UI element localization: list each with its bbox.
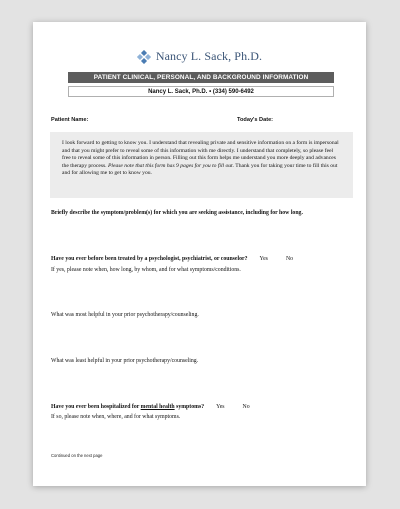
question-symptoms: Briefly describe the symptom/problem(s) for which you are seeking assistance, including for how long. <box>51 210 303 216</box>
todays-date-label: Today's Date: <box>237 117 274 123</box>
question-least-helpful: What was least helpful in your prior psychotherapy/counseling. <box>51 358 199 364</box>
question-hospitalized-text: Have you ever been hospitalized for <box>51 404 141 410</box>
intro-box <box>50 132 353 198</box>
hospitalized-no-option[interactable]: No <box>242 404 250 410</box>
prior-treatment-yes-option[interactable]: Yes <box>259 256 268 262</box>
question-prior-treatment <box>51 256 350 263</box>
prior-treatment-followup: If yes, please note when, how long, by whom, and for what symptoms/conditions. <box>51 267 241 273</box>
patient-name-label: Patient Name: <box>51 117 89 123</box>
question-hospitalized <box>51 404 350 411</box>
question-prior-treatment-text: Have you ever before been treated by a psychologist, psychiatrist, or counselor? <box>51 256 248 262</box>
hospitalized-followup: If so, please note when, where, and for what symptoms. <box>51 414 181 420</box>
question-hospitalized-suffix: symptoms? <box>174 404 205 410</box>
intro-text <box>62 140 341 178</box>
logo <box>33 49 366 64</box>
intro-text-main: I look forward to getting to know you. I understand that revealing private and sensitive information on a form is impersonal and that you might prefer to reveal some of this information with me directly. I understand that completely, so please feel free to reveal some of this information in person. Filling out this form helps me understand you more deeply and advances the therapy process. <box>62 140 339 169</box>
form-title: PATIENT CLINICAL, PERSONAL, AND BACKGROUND INFORMATION <box>68 72 334 83</box>
contact-line: Nancy L. Sack, Ph.D. • (334) 590-6492 <box>68 86 334 97</box>
hospitalized-yes-option[interactable]: Yes <box>216 404 225 410</box>
intro-text-closing: Thank you for taking your time to fill this out and for allowing me to get to know you. <box>62 162 338 176</box>
form-page <box>33 22 366 486</box>
logo-icon <box>137 50 151 64</box>
continued-note: Continued on the next page <box>51 453 103 458</box>
logo-text: Nancy L. Sack, Ph.D. <box>155 49 263 63</box>
intro-page-note: Please note that this form has 9 pages for you to fill out. <box>107 162 234 169</box>
prior-treatment-no-option[interactable]: No <box>285 256 294 262</box>
question-most-helpful: What was most helpful in your prior psychotherapy/counseling. <box>51 312 199 318</box>
mental-health-underlined: mental health <box>140 404 175 410</box>
